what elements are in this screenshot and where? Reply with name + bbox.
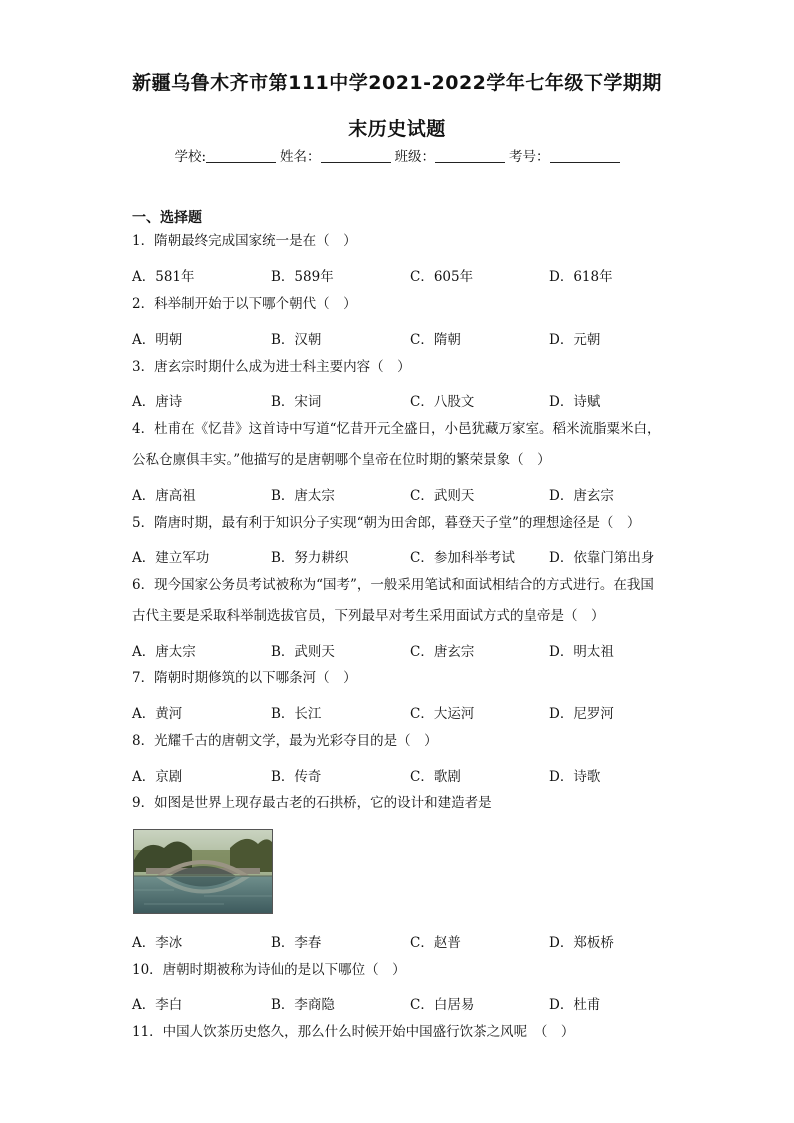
question-5: 5．隋唐时期，最有利于知识分子实现“朝为田舍郎，暮登天子堂”的理想途径是（ ）	[132, 515, 641, 531]
option-d[interactable]: D．唐玄宗	[549, 488, 614, 504]
option-a[interactable]: A．明朝	[132, 332, 183, 348]
exam-title-line-1: 新疆乌鲁木齐市第111中学2021-2022学年七年级下学期期	[132, 72, 662, 94]
option-b[interactable]: B．武则天	[271, 644, 335, 660]
question-11: 11．中国人饮茶历史悠久，那么什么时候开始中国盛行饮茶之风呢 （ ）	[132, 1024, 575, 1040]
question-1: 1．隋朝最终完成国家统一是在（ ）	[132, 233, 357, 249]
options-5	[132, 546, 672, 566]
question-6: 6．现今国家公务员考试被称为“国考”，一般采用笔试和面试相结合的方式进行。在我国古代主要是采取科举制选拔官员，下列最早对考生采用面试方式的皇帝是（ ）	[132, 577, 654, 624]
school-blank[interactable]	[206, 150, 276, 163]
option-c[interactable]: C．唐玄宗	[410, 644, 475, 660]
option-c[interactable]: C．八股文	[410, 394, 475, 410]
question-7: 7．隋朝时期修筑的以下哪条河（ ）	[132, 670, 357, 686]
class-label: 班级：	[394, 149, 436, 165]
option-a[interactable]: A．唐太宗	[132, 644, 196, 660]
student-info-row	[0, 145, 794, 165]
option-a[interactable]: A．唐高祖	[132, 488, 196, 504]
option-c[interactable]: C．歌剧	[410, 769, 461, 785]
number-blank[interactable]	[550, 150, 620, 163]
option-b[interactable]: B．李商隐	[271, 997, 335, 1013]
option-d[interactable]: D．郑板桥	[549, 935, 614, 951]
option-d[interactable]: D．杜甫	[549, 997, 601, 1013]
option-b[interactable]: B．长江	[271, 706, 322, 722]
option-a[interactable]: A．建立军功	[132, 550, 210, 566]
option-b[interactable]: B．传奇	[271, 769, 322, 785]
name-label: 姓名：	[280, 149, 321, 165]
options-9	[132, 931, 672, 951]
option-c[interactable]: C．参加科举考试	[410, 550, 515, 566]
option-b[interactable]: B．宋词	[271, 394, 322, 410]
option-a[interactable]: A．黄河	[132, 706, 183, 722]
option-d[interactable]: D．尼罗河	[549, 706, 614, 722]
option-d[interactable]: D．诗赋	[549, 394, 601, 410]
question-2: 2．科举制开始于以下哪个朝代（ ）	[132, 296, 357, 312]
question-3: 3．唐玄宗时期什么成为进士科主要内容（ ）	[132, 359, 411, 375]
option-c[interactable]: C．隋朝	[410, 332, 461, 348]
options-8	[132, 765, 672, 785]
section-heading: 一、选择题	[132, 210, 202, 226]
option-b[interactable]: B．努力耕织	[271, 550, 349, 566]
option-d[interactable]: D．明太祖	[549, 644, 614, 660]
name-blank[interactable]	[321, 150, 391, 163]
option-c[interactable]: C．白居易	[410, 997, 475, 1013]
question-8: 8．光耀千古的唐朝文学，最为光彩夺目的是（ ）	[132, 733, 438, 749]
option-b[interactable]: B．唐太宗	[271, 488, 335, 504]
option-d[interactable]: D．依靠门第出身	[549, 550, 655, 566]
exam-title-line-2: 末历史试题	[348, 118, 446, 140]
option-b[interactable]: B．589年	[271, 269, 334, 285]
options-1	[132, 265, 672, 285]
option-d[interactable]: D．618年	[549, 269, 613, 285]
option-c[interactable]: C．605年	[410, 269, 474, 285]
number-label: 考号：	[509, 149, 550, 165]
option-c[interactable]: C．大运河	[410, 706, 475, 722]
option-d[interactable]: D．诗歌	[549, 769, 601, 785]
question-4: 4．杜甫在《忆昔》这首诗中写道“忆昔开元全盛日，小邑犹藏万家室。稻米流脂粟米白，公私仓廪俱丰实。”他描写的是唐朝哪个皇帝在位时期的繁荣景象（ ）	[132, 421, 661, 468]
options-4	[132, 484, 672, 504]
option-a[interactable]: A．李冰	[132, 935, 183, 951]
question-10: 10．唐朝时期被称为诗仙的是以下哪位（ ）	[132, 962, 406, 978]
stone-arch-bridge-photo	[133, 829, 273, 914]
option-c[interactable]: C．武则天	[410, 488, 475, 504]
options-6	[132, 640, 672, 660]
question-9: 9．如图是世界上现存最古老的石拱桥，它的设计和建造者是	[132, 795, 492, 811]
options-7	[132, 702, 672, 722]
option-a[interactable]: A．京剧	[132, 769, 183, 785]
option-b[interactable]: B．汉朝	[271, 332, 322, 348]
school-label: 学校:	[174, 149, 207, 165]
options-3	[132, 390, 672, 410]
option-c[interactable]: C．赵普	[410, 935, 461, 951]
option-d[interactable]: D．元朝	[549, 332, 601, 348]
option-b[interactable]: B．李春	[271, 935, 322, 951]
options-10	[132, 993, 672, 1013]
option-a[interactable]: A．李白	[132, 997, 183, 1013]
option-a[interactable]: A．唐诗	[132, 394, 183, 410]
option-a[interactable]: A．581年	[132, 269, 195, 285]
class-blank[interactable]	[435, 150, 505, 163]
options-2	[132, 328, 672, 348]
